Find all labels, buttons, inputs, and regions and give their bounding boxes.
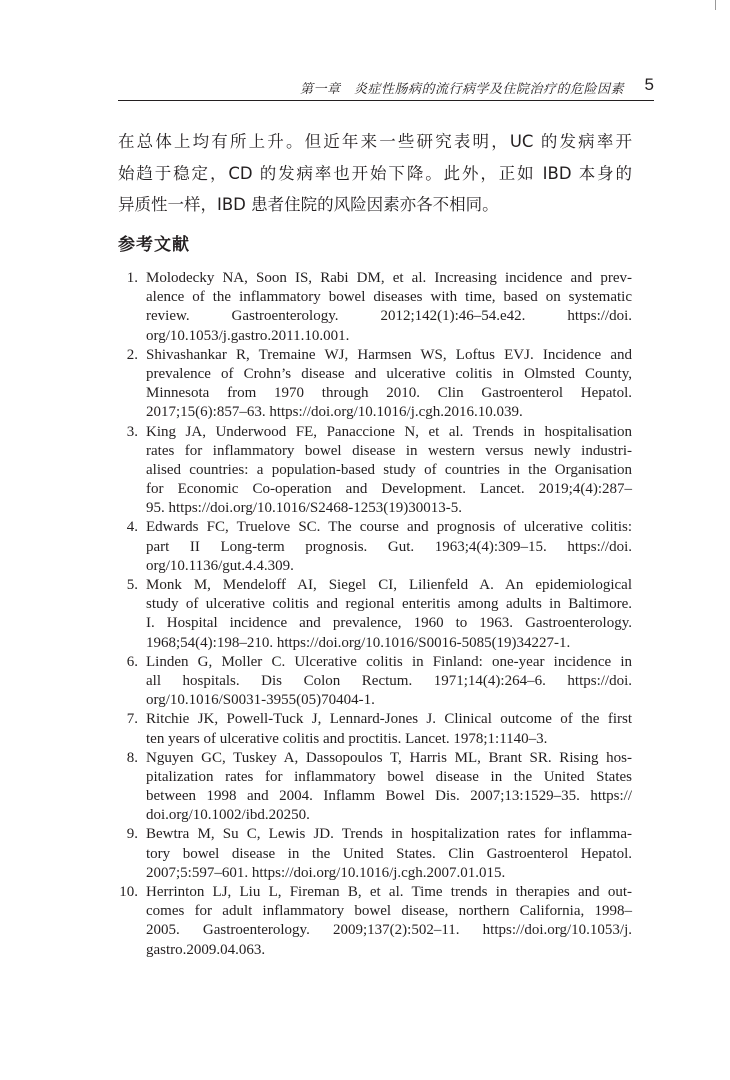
- body-paragraph: [118, 126, 632, 221]
- reference-line: Bewtra M, Su C, Lewis JD. Trends in hospitalization rates for inflamma-: [146, 826, 632, 843]
- reference-line: tory bowel disease in the United States. Clin Gastroenterol Hepatol.: [146, 845, 632, 862]
- reference-line: comes for adult inflammatory bowel disease, northern California, 1998–: [146, 903, 632, 920]
- reference-line: Monk M, Mendeloff AI, Siegel CI, Lilienfeld A. An epidemiological: [146, 577, 632, 593]
- reference-item: [118, 576, 632, 653]
- reference-item: [118, 653, 632, 711]
- reference-line: between 1998 and 2004. Inflamm Bowel Dis. 2007;13:1529–35. https://: [146, 788, 632, 805]
- reference-item: [118, 269, 632, 346]
- reference-line: alised countries: a population-based study of countries in the Organisation: [146, 461, 632, 478]
- reference-line: Linden G, Moller C. Ulcerative colitis in Finland: one-year incidence in: [146, 653, 632, 670]
- reference-line: gastro.2009.04.063.: [146, 941, 266, 958]
- reference-line: prevalence of Crohn’s disease and ulcerative colitis in Olmsted County,: [146, 365, 632, 382]
- reference-item: [118, 518, 632, 576]
- reference-item: [118, 749, 632, 826]
- reference-line: doi.org/10.1002/ibd.20250.: [146, 807, 310, 824]
- reference-line: ten years of ulcerative colitis and proctitis. Lancet. 1978;1:1140–3.: [146, 730, 548, 747]
- reference-number: 2.: [126, 346, 138, 363]
- body-line: 在总体上均有所上升。但近年来一些研究表明，UC 的发病率开: [118, 132, 632, 151]
- reference-line: Edwards FC, Truelove SC. The course and prognosis of ulcerative colitis:: [146, 519, 632, 536]
- reference-line: org/10.1016/S0031-3955(05)70404-1.: [146, 692, 375, 709]
- running-title: 第一章 炎症性肠病的流行病学及住院治疗的危险因素: [299, 82, 624, 97]
- reference-number: 7.: [126, 711, 138, 728]
- reference-list: [118, 269, 632, 960]
- reference-line: alence of the inflammatory bowel diseases with time, based on systematic: [146, 289, 632, 306]
- reference-line: for Economic Co-operation and Development. Lancet. 2019;4(4):287–: [146, 481, 632, 498]
- reference-number: 1.: [126, 270, 138, 286]
- reference-number: 8.: [126, 749, 138, 766]
- reference-line: part II Long-term prognosis. Gut. 1963;4(4):309–15. https://doi.: [146, 538, 632, 555]
- reference-item: [118, 710, 632, 748]
- reference-line: 2017;15(6):857–63. https://doi.org/10.1016/j.cgh.2016.10.039.: [146, 404, 523, 421]
- reference-line: rates for inflammatory bowel disease in western versus newly industri-: [146, 442, 632, 459]
- reference-number: 5.: [126, 577, 138, 593]
- reference-line: 2005. Gastroenterology. 2009;137(2):502–11. https://doi.org/10.1053/j.: [146, 922, 632, 939]
- reference-line: 2007;5:597–601. https://doi.org/10.1016/j.cgh.2007.01.015.: [146, 864, 506, 881]
- reference-line: Ritchie JK, Powell-Tuck J, Lennard-Jones J. Clinical outcome of the first: [146, 711, 632, 728]
- reference-line: Herrinton LJ, Liu L, Fireman B, et al. Time trends in therapies and out-: [146, 884, 632, 900]
- reference-line: org/10.1053/j.gastro.2011.10.001.: [146, 327, 350, 344]
- body-line: 始趋于稳定，CD 的发病率也开始下降。此外，正如 IBD 本身的: [118, 163, 632, 183]
- references-heading: 参考文献: [118, 235, 190, 255]
- running-header: [118, 74, 654, 101]
- reference-item: [118, 825, 632, 883]
- page-corner-mark: [715, 0, 716, 10]
- reference-number: 6.: [126, 653, 138, 670]
- reference-line: 1968;54(4):198–210. https://doi.org/10.1016/S0016-5085(19)34227-1.: [146, 634, 571, 651]
- reference-line: I. Hospital incidence and prevalence, 1960 to 1963. Gastroenterology.: [146, 615, 632, 632]
- reference-line: Molodecky NA, Soon IS, Rabi DM, et al. Increasing incidence and prev-: [146, 270, 632, 286]
- reference-line: all hospitals. Dis Colon Rectum. 1971;14(4):264–6. https://doi.: [146, 672, 632, 689]
- reference-line: study of ulcerative colitis and regional enteritis among adults in Baltimore.: [146, 596, 632, 613]
- reference-line: org/10.1136/gut.4.4.309.: [146, 557, 294, 574]
- reference-item: [118, 423, 632, 519]
- reference-number: 9.: [126, 826, 138, 843]
- reference-line: King JA, Underwood FE, Panaccione N, et al. Trends in hospitalisation: [146, 423, 632, 440]
- reference-line: Minnesota from 1970 through 2010. Clin Gastroenterol Hepatol.: [146, 385, 632, 402]
- page-number: 5: [644, 75, 654, 94]
- reference-line: review. Gastroenterology. 2012;142(1):46–54.e42. https://doi.: [146, 308, 632, 325]
- reference-line: Nguyen GC, Tuskey A, Dassopoulos T, Harris ML, Brant SR. Rising hos-: [146, 749, 632, 766]
- reference-item: [118, 346, 632, 423]
- body-line: 异质性一样，IBD 患者住院的风险因素亦各不相同。: [118, 195, 499, 214]
- reference-item: [118, 883, 632, 960]
- reference-number: 4.: [126, 519, 138, 536]
- reference-number: 10.: [119, 884, 138, 900]
- reference-number: 3.: [126, 423, 138, 440]
- reference-line: 95. https://doi.org/10.1016/S2468-1253(19)30013-5.: [146, 500, 462, 517]
- reference-line: pitalization rates for inflammatory bowel disease in the United States: [146, 768, 632, 785]
- reference-line: Shivashankar R, Tremaine WJ, Harmsen WS, Loftus EVJ. Incidence and: [146, 346, 632, 363]
